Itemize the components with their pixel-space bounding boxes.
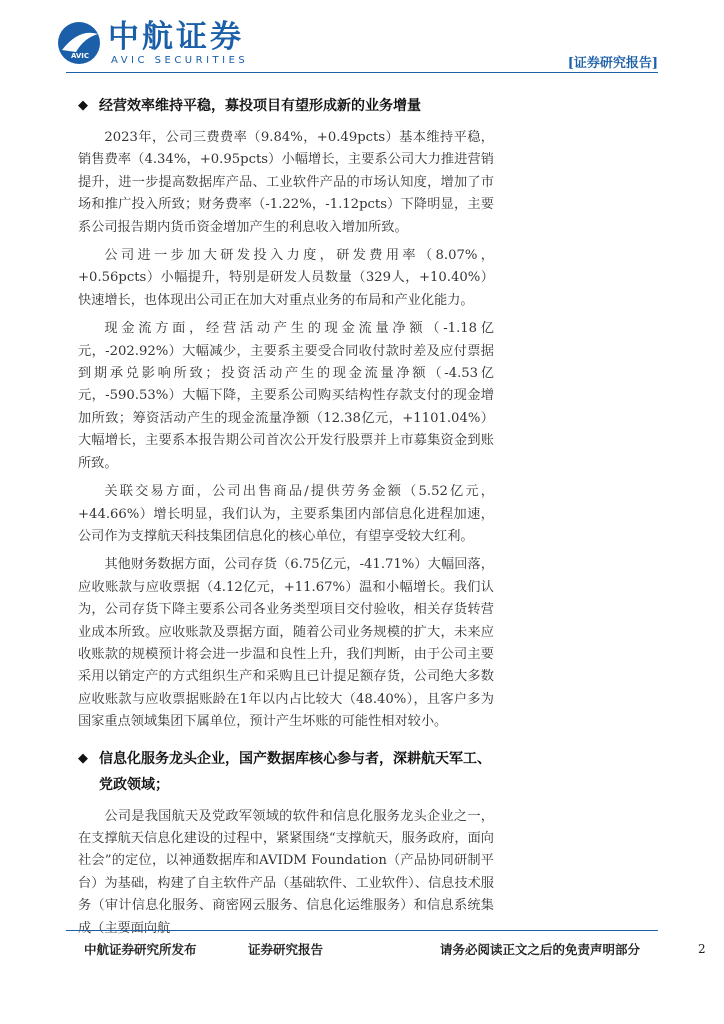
report-type-tag: [证券研究报告]: [567, 56, 658, 71]
diamond-bullet-icon: ◆: [78, 98, 88, 113]
paragraph-other-financials: 其他财务数据方面，公司存货（6.75亿元，-41.71%）大幅回落，应收账款与应收票据（4.12亿元，+11.67%）温和小幅增长。我们认为，公司存货下降主要系公司各业务类型项目交付验收，相关存货转营业成本所致。应收账款及票据方面，随着公司业务规模的扩大，未来应收账款的规模预计将会进一步温和良性上升，我们判断，由于公司主要采用以销定产的方式组织生产和采购且已计提足额存货，公司绝大多数应收账款与应收票据账龄在1年以内占比较大（48.40%），且客户多为国家重点领域集团下属单位，预计产生坏账的可能性相对较小。: [78, 557, 494, 730]
paragraph-company-overview: 公司是我国航天及党政军领域的软件和信息化服务龙头企业之一，在支撑航天信息化建设的过程中，紧紧围绕“支撑航天，服务政府，面向社会”的定位，以神通数据库和AVIDM Foundation（产品协同研制平台）为基础，构建了自主软件产品（基础软件、工业软件）、信息技术服务（审计信息化服务、商密网云服务、信息化运维服务）和信息系统集成（主要面向航: [78, 808, 494, 936]
footer-disclaimer-note: 请务必阅读正文之后的免责声明部分: [440, 942, 641, 957]
diamond-bullet-icon: ◆: [78, 750, 88, 766]
logo-chinese-name: 中航证券: [108, 19, 244, 55]
section-heading-business: [78, 746, 494, 798]
logo-english-name: AVIC SECURITIES: [111, 55, 249, 66]
section-heading-text: 信息化服务龙头企业，国产数据库核心参与者，深耕航天军工、党政领域；: [99, 750, 491, 793]
paragraph-related-transactions: 关联交易方面，公司出售商品/提供劳务金额（5.52亿元，+44.66%）增长明显，我们认为，主要系集团内部信息化进程加速，公司作为支撑航天科技集团信息化的核心单位，有望享受较大红利。: [78, 484, 494, 544]
paragraph-expense-ratio: 2023年，公司三费费率（9.84%，+0.49pcts）基本维持平稳，销售费率（4.34%，+0.95pcts）小幅增长，主要系公司大力推进营销提升，进一步提高数据库产品、工业软件产品的市场认知度，增加了市场和推广投入所致；财务费率（-1.22%，-1.12pcts）下降明显，主要系公司报告期内货币资金增加产生的利息收入增加所致。: [78, 130, 494, 235]
svg-text:AVIC: AVIC: [70, 52, 90, 60]
page-footer: [0, 930, 724, 970]
footer-publisher: 中航证券研究所发布: [84, 942, 197, 957]
avic-logo-icon: [56, 20, 102, 66]
paragraph-cash-flow: 现金流方面，经营活动产生的现金流量净额（-1.18亿元，-202.92%）大幅减少，主要系主要受合同收付款时差及应付票据到期承兑影响所致；投资活动产生的现金流量净额（-4.53亿元，-590.53%）大幅下降，主要系公司购买结构性存款支付的现金增加所致；筹资活动产生的现金流量净额（12.38亿元，+1101.04%）大幅增长，主要系本报告期公司首次公开发行股票并上市募集资金到账所致。: [78, 321, 494, 471]
section-heading-text: 经营效率维持平稳，募投项目有望形成新的业务增量: [99, 98, 421, 114]
header-divider: [66, 72, 658, 73]
footer-divider: [66, 930, 658, 931]
page-number: 2: [698, 942, 706, 956]
main-content: [78, 93, 494, 940]
paragraph-rd-investment: 公司进一步加大研发投入力度，研发费用率（8.07%，+0.56pcts）小幅提升，特别是研发人员数量（329人，+10.40%）快速增长，也体现出公司正在加大对重点业务的布局和产业化能力。: [78, 248, 494, 308]
footer-report-type: 证券研究报告: [248, 942, 324, 957]
page-header: [0, 0, 724, 80]
section-heading-efficiency: [78, 93, 494, 119]
